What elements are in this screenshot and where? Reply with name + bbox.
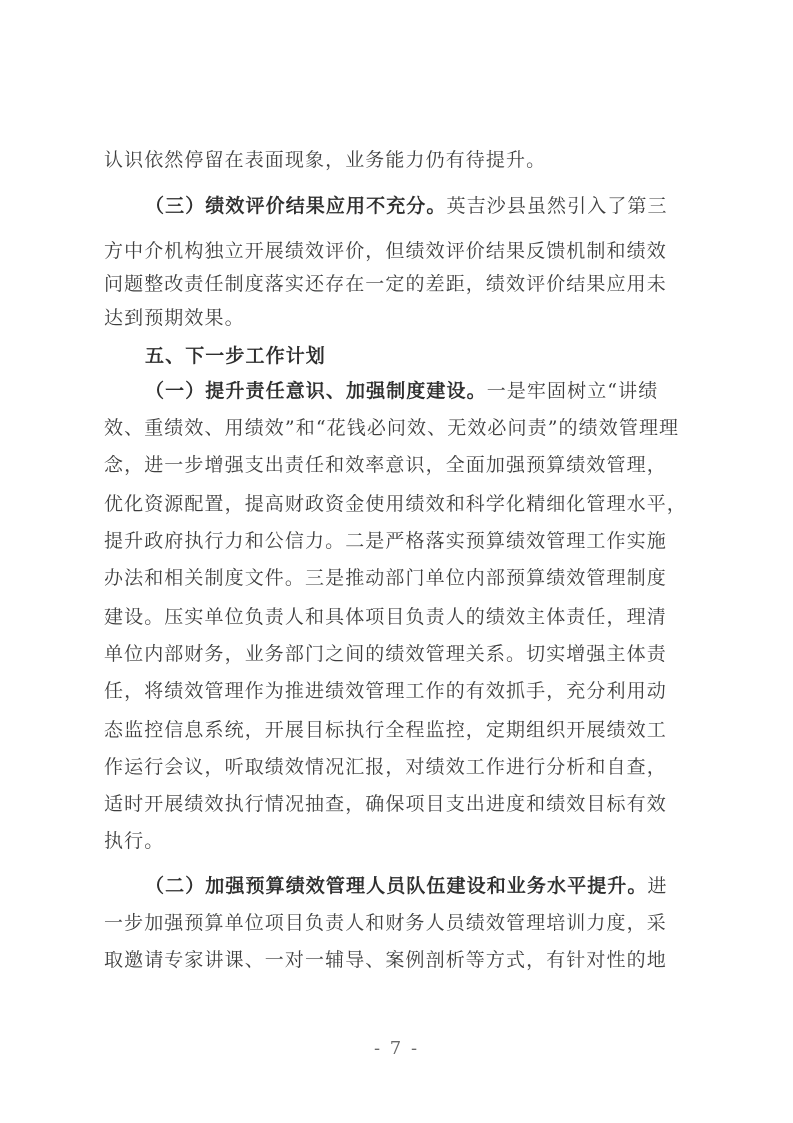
text-line: 效、重绩效、用绩效”和“花钱必问效、无效必问责”的绩效管理理 bbox=[104, 417, 680, 439]
text-line: 态监控信息系统，开展目标执行全程监控，定期组织开展绩效工 bbox=[104, 719, 667, 741]
text-line: 达到预期效果。 bbox=[104, 307, 245, 329]
text-line: 一步加强预算单位项目负责人和财务人员绩效管理培训力度，采 bbox=[104, 912, 667, 934]
text-line: 执行。 bbox=[104, 830, 165, 852]
text-line: 方中介机构独立开展绩效评价，但绩效评价结果反馈机制和绩效 bbox=[104, 240, 667, 262]
text-line: 建设。压实单位负责人和具体项目负责人的绩效主体责任，理清 bbox=[104, 606, 667, 628]
text-line: 问题整改责任制度落实还存在一定的差距，绩效评价结果应用未 bbox=[104, 273, 667, 295]
page-number: - 7 - bbox=[373, 1038, 420, 1059]
subheading-2: （二）加强预算绩效管理人员队伍建设和业务水平提升。 bbox=[145, 875, 648, 897]
section-heading: 五、下一步工作计划 bbox=[145, 345, 326, 367]
text-line: 优化资源配置，提高财政资金使用绩效和科学化精细化管理水平， bbox=[104, 493, 687, 515]
subheading-3: （三）绩效评价结果应用不充分。 bbox=[145, 195, 447, 217]
text-line: 任，将绩效管理作为推进绩效管理工作的有效抓手，充分利用动 bbox=[104, 680, 667, 702]
subheading-1: （一）提升责任意识、加强制度建设。 bbox=[145, 380, 487, 402]
subheading-line: （三）绩效评价结果应用不充分。英吉沙县虽然引入了第三 bbox=[145, 195, 668, 217]
text-line: 提升政府执行力和公信力。二是严格落实预算绩效管理工作实施 bbox=[104, 530, 667, 552]
text-line: 取邀请专家讲课、一对一辅导、案例剖析等方式，有针对性的地 bbox=[104, 949, 667, 971]
subheading-line: （一）提升责任意识、加强制度建设。一是牢固树立“讲绩 bbox=[145, 380, 659, 402]
text-line: 办法和相关制度文件。三是推动部门单位内部预算绩效管理制度 bbox=[104, 567, 667, 589]
text-line: 认识依然停留在表面现象，业务能力仍有待提升。 bbox=[104, 149, 547, 171]
text-line: 单位内部财务，业务部门之间的绩效管理关系。切实增强主体责 bbox=[104, 643, 667, 665]
text-line: 作运行会议，听取绩效情况汇报，对绩效工作进行分析和自查， bbox=[104, 756, 667, 778]
text-line: 念，进一步增强支出责任和效率意识，全面加强预算绩效管理， bbox=[104, 454, 667, 476]
subheading-line: （二）加强预算绩效管理人员队伍建设和业务水平提升。进 bbox=[145, 875, 668, 897]
text-line: 适时开展绩效执行情况抽查，确保项目支出进度和绩效目标有效 bbox=[104, 793, 667, 815]
